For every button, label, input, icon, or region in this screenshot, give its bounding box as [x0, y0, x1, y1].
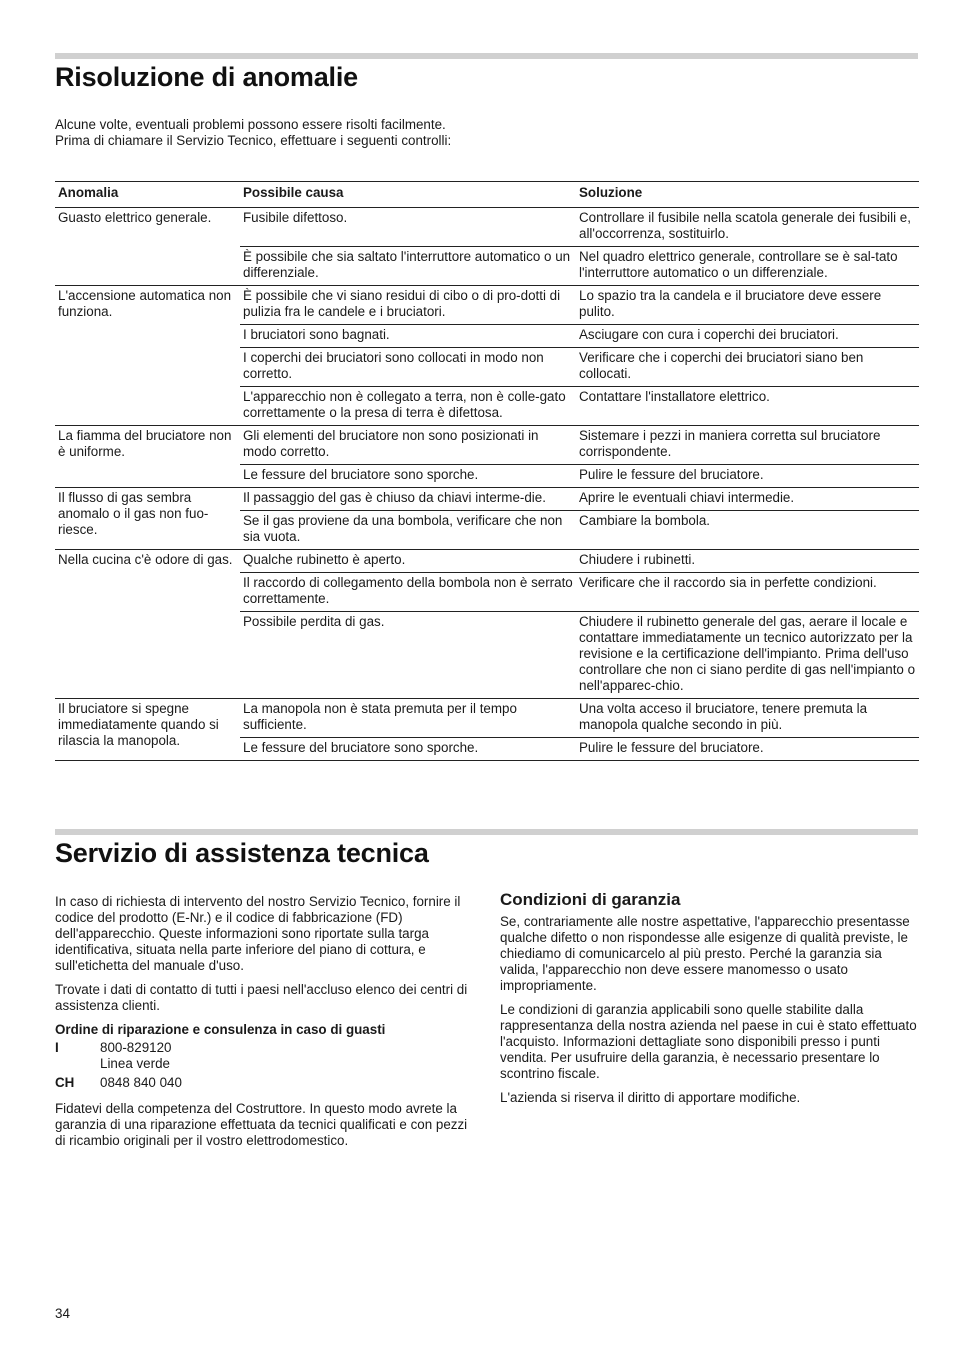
- cause-cell: È possibile che vi siano residui di cibo o di pro-dotti di pulizia fra le candele e i bruciatori.: [240, 286, 576, 325]
- solution-cell: Pulire le fessure del bruciatore.: [576, 738, 919, 761]
- contact-note: Linea verde: [100, 1056, 170, 1071]
- warranty-title: Condizioni di garanzia: [500, 890, 681, 909]
- cause-cell: Le fessure del bruciatore sono sporche.: [240, 465, 576, 488]
- service-paragraph-2: Trovate i dati di contatto di tutti i paesi nell'accluso elenco dei centri di assistenza clienti.: [55, 982, 468, 1013]
- warranty-paragraph-2: Le condizioni di garanzia applicabili sono quelle stabilite dalla rappresentanza della nostra azienda nel paese in cui è stato effettuato l'acquisto. Informazioni dettagliate sono disponibili presso i punti vendita. Per usufruire della garanzia, è necessario presentare lo scontrino fiscale.: [500, 1002, 917, 1081]
- solution-cell: Lo spazio tra la candela e il bruciatore deve essere pulito.: [576, 286, 919, 325]
- troubleshooting-table: [55, 181, 919, 761]
- cause-cell: L'apparecchio non è collegato a terra, non è colle-gato correttamente o la presa di terra è difettosa.: [240, 387, 576, 426]
- header-solution: Soluzione: [576, 182, 919, 208]
- solution-cell: Verificare che i coperchi dei bruciatori siano ben collocati.: [576, 348, 919, 387]
- cause-cell: È possibile che sia saltato l'interruttore automatico o un differenziale.: [240, 247, 576, 286]
- anomaly-cell: Guasto elettrico generale.: [55, 208, 240, 286]
- cause-cell: Le fessure del bruciatore sono sporche.: [240, 738, 576, 761]
- cause-cell: Fusibile difettoso.: [240, 208, 576, 247]
- repair-subhead: Ordine di riparazione e consulenza in caso di guasti: [55, 1022, 386, 1037]
- page-title: Risoluzione di anomalie: [55, 62, 358, 92]
- intro-text: Alcune volte, eventuali problemi possono essere risolti facilmente. Prima di chiamare il Servizio Tecnico, effettuare i seguenti controlli:: [55, 117, 452, 148]
- contact-code: CH: [55, 1075, 75, 1090]
- anomaly-cell: Il flusso di gas sembra anomalo o il gas non fuo-riesce.: [55, 488, 240, 550]
- cause-cell: Possibile perdita di gas.: [240, 612, 576, 699]
- header-cause: Possibile causa: [240, 182, 576, 208]
- table-row: [55, 550, 919, 573]
- anomaly-cell: Il bruciatore si spegne immediatamente quando si rilascia la manopola.: [55, 699, 240, 761]
- anomaly-cell: Nella cucina c'è odore di gas.: [55, 550, 240, 699]
- header-anomaly: Anomalia: [55, 182, 240, 208]
- table-row: [55, 488, 919, 511]
- contact-number: 800-829120: [100, 1040, 172, 1055]
- cause-cell: Il passaggio del gas è chiuso da chiavi interme-die.: [240, 488, 576, 511]
- table-row: [55, 286, 919, 325]
- solution-cell: Contattare l'installatore elettrico.: [576, 387, 919, 426]
- cause-cell: Qualche rubinetto è aperto.: [240, 550, 576, 573]
- anomaly-cell: La fiamma del bruciatore non è uniforme.: [55, 426, 240, 488]
- warranty-paragraph-3: L'azienda si riserva il diritto di apportare modifiche.: [500, 1090, 801, 1105]
- contact-switzerland: [55, 1075, 473, 1091]
- service-title: Servizio di assistenza tecnica: [55, 838, 429, 868]
- service-column: [55, 894, 473, 1157]
- cause-cell: I coperchi dei bruciatori sono collocati in modo non corretto.: [240, 348, 576, 387]
- table-header-row: [55, 182, 919, 208]
- solution-cell: Sistemare i pezzi in maniera corretta sul bruciatore corrispondente.: [576, 426, 919, 465]
- solution-cell: Chiudere il rubinetto generale del gas, aerare il locale e contattare immediatamente un tecnico autorizzato per la revisione e la certificazione dell'impianto. Prima dell'uso controllare che non ci siano perdite di gas nell'impianto o nell'apparec-chio.: [576, 612, 919, 699]
- service-paragraph-3: Fidatevi della competenza del Costruttore. In questo modo avrete la garanzia di una riparazione effettuata da tecnici qualificati e con pezzi di ricambio originali per il vostro elettrodomestico.: [55, 1101, 468, 1148]
- table-row: [55, 699, 919, 738]
- cause-cell: La manopola non è stata premuta per il tempo sufficiente.: [240, 699, 576, 738]
- solution-cell: Chiudere i rubinetti.: [576, 550, 919, 573]
- contact-number: 0848 840 040: [100, 1075, 182, 1090]
- solution-cell: Controllare il fusibile nella scatola generale dei fusibili e, all'occorrenza, sostituirlo.: [576, 208, 919, 247]
- table-row: [55, 208, 919, 247]
- cause-cell: Il raccordo di collegamento della bombola non è serrato correttamente.: [240, 573, 576, 612]
- service-paragraph-1: In caso di richiesta di intervento del nostro Servizio Tecnico, fornire il codice del prodotto (E-Nr.) e il codice di fabbricazione (FD) dell'apparecchio. Queste informazioni sono riportate sulla targa identificativa, situata nella parte inferiore del piano di cottura, e sull'etichetta del manuale d'uso.: [55, 894, 461, 973]
- solution-cell: Aprire le eventuali chiavi intermedie.: [576, 488, 919, 511]
- warranty-paragraph-1: Se, contrariamente alle nostre aspettative, l'apparecchio presentasse qualche difetto o non rispondesse alle esigenze di qualità previste, le chiediamo di comunicarcelo al più presto. Perché la garanzia sia valida, l'apparecchio non deve essere manomesso o usato impropriamente.: [500, 914, 910, 993]
- page-number: 34: [55, 1306, 70, 1321]
- section-divider-top: [55, 53, 918, 59]
- warranty-column: [500, 892, 920, 1114]
- solution-cell: Asciugare con cura i coperchi dei bruciatori.: [576, 325, 919, 348]
- anomaly-cell: L'accensione automatica non funziona.: [55, 286, 240, 426]
- solution-cell: Cambiare la bombola.: [576, 511, 919, 550]
- section-divider-service: [55, 829, 918, 835]
- table-row: [55, 426, 919, 465]
- cause-cell: Gli elementi del bruciatore non sono posizionati in modo corretto.: [240, 426, 576, 465]
- cause-cell: Se il gas proviene da una bombola, verificare che non sia vuota.: [240, 511, 576, 550]
- solution-cell: Verificare che il raccordo sia in perfette condizioni.: [576, 573, 919, 612]
- solution-cell: Nel quadro elettrico generale, controllare se è sal-tato l'interruttore automatico o un differenziale.: [576, 247, 919, 286]
- contact-italy: [55, 1040, 473, 1072]
- cause-cell: I bruciatori sono bagnati.: [240, 325, 576, 348]
- contact-code: I: [55, 1040, 59, 1055]
- solution-cell: Una volta acceso il bruciatore, tenere premuta la manopola qualche secondo in più.: [576, 699, 919, 738]
- solution-cell: Pulire le fessure del bruciatore.: [576, 465, 919, 488]
